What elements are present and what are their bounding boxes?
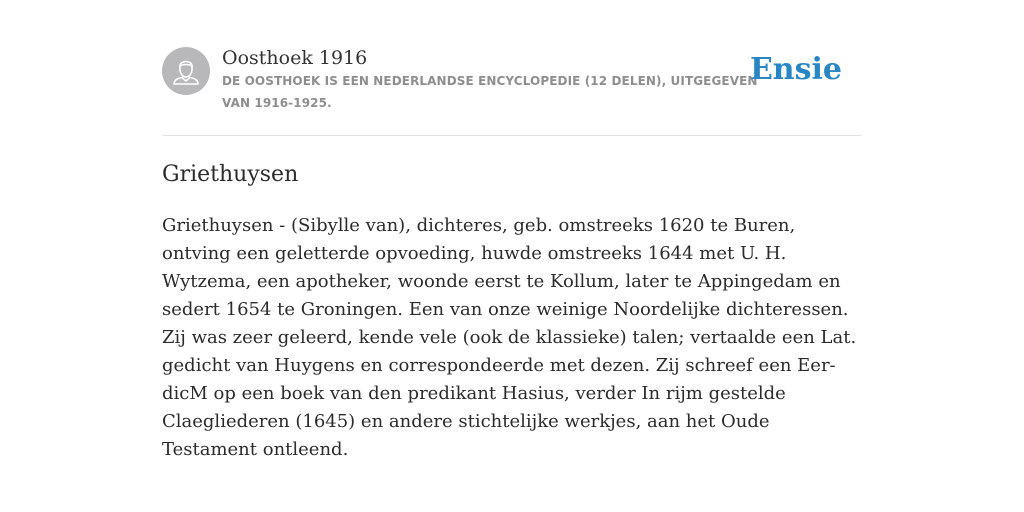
source-info bbox=[222, 46, 762, 114]
source-title[interactable]: Oosthoek 1916 bbox=[222, 47, 368, 69]
article-body: Griethuysen - (Sibylle van), dichteres, geb. omstreeks 1620 te Buren, ontving een geletterde opvoeding, huwde omstreeks 1644 met U. H. Wytzema, een apotheker, woonde eerst te Kollum, later te Appingedam en sedert 1654 te Groningen. Een van onze weinige Noordelijke dichteressen. Zij was zeer geleerd, kende vele (ook de klassieke) talen; vertaalde een Lat. gedicht van Huygens en correspondeerde met dezen. Zij schreef een Eer-dicM op een boek van den predikant Hasius, verder In rijm gestelde Claegliederen (1645) en andere stichtelijke werkjes, aan het Oude Testament ontleend. bbox=[162, 215, 857, 460]
header-divider bbox=[162, 135, 862, 136]
user-avatar-icon bbox=[162, 47, 210, 95]
source-description: DE OOSTHOEK IS EEN NEDERLANDSE ENCYCLOPEDIE (12 DELEN), UITGEGEVEN VAN 1916-1925. bbox=[222, 74, 758, 110]
ensie-logo[interactable]: Ensie bbox=[749, 52, 842, 87]
source-header bbox=[162, 46, 862, 116]
article-title: Griethuysen bbox=[162, 162, 299, 187]
